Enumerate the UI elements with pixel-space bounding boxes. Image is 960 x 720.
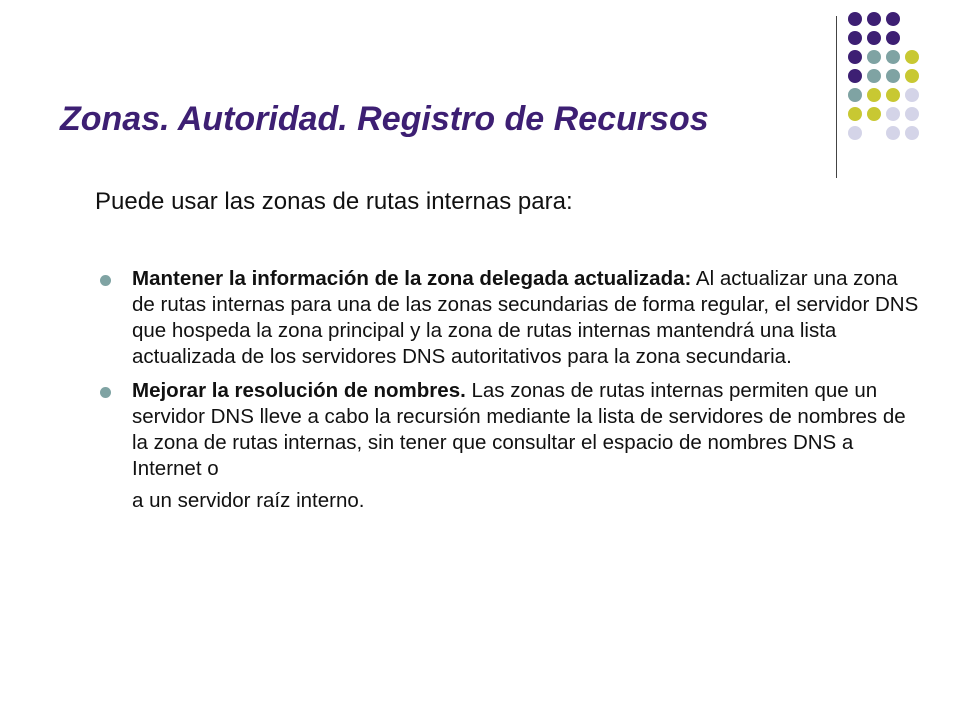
decorative-dot <box>848 107 862 121</box>
bullet-list <box>100 266 920 522</box>
bullet-text <box>132 378 920 514</box>
decorative-dot <box>886 50 900 64</box>
bullet-body: Al actualizar una zona de rutas internas para una de las zonas secundarias de forma regular, el servidor DNS que hospeda la zona principal y la zona de rutas internas mantendrá una lista actualizada de los servidores DNS autoritativos para la zona secundaria. <box>132 267 919 368</box>
decorative-dot <box>867 69 881 83</box>
decorative-dot <box>886 69 900 83</box>
decorative-dot <box>848 88 862 102</box>
bullet-last-line: a un servidor raíz interno. <box>132 489 365 512</box>
slide-title: Zonas. Autoridad. Registro de Recursos <box>60 100 709 138</box>
bullet-dot-icon <box>100 275 111 286</box>
intro-text: Puede usar las zonas de rutas internas para: <box>95 188 573 215</box>
decorative-dot <box>886 12 900 26</box>
decorative-dot <box>905 107 919 121</box>
decorative-dot <box>867 107 881 121</box>
decorative-dot <box>905 50 919 64</box>
decorative-dot <box>867 50 881 64</box>
decorative-dot <box>886 88 900 102</box>
bullet-dot-icon <box>100 387 111 398</box>
bullet-item <box>100 378 920 514</box>
decorative-dot <box>848 12 862 26</box>
dot-grid-graphic <box>845 10 960 155</box>
bullet-text <box>132 266 920 370</box>
bullet-item <box>100 266 920 370</box>
bullet-body: Las zonas de rutas internas permiten que un servidor DNS lleve a cabo la recursión mediante la lista de servidores de nombres de la zona de rutas internas, sin tener que consultar el espacio de nombres DNS a Internet o <box>132 379 906 480</box>
decorative-dot <box>886 31 900 45</box>
vertical-divider <box>836 16 837 178</box>
decorative-dot <box>905 69 919 83</box>
decorative-dot <box>848 126 862 140</box>
bullet-bold-lead: Mantener la información de la zona delegada actualizada: <box>132 267 692 290</box>
decorative-dot <box>905 126 919 140</box>
decorative-dot <box>848 69 862 83</box>
decorative-dot <box>848 31 862 45</box>
decorative-dot <box>905 88 919 102</box>
bullet-bold-lead: Mejorar la resolución de nombres. <box>132 379 466 402</box>
decorative-dot <box>848 50 862 64</box>
decorative-dot <box>867 31 881 45</box>
decorative-dot <box>886 126 900 140</box>
decorative-dot <box>886 107 900 121</box>
decorative-dot <box>867 12 881 26</box>
decorative-dot-grid <box>845 10 960 155</box>
decorative-dot <box>867 88 881 102</box>
